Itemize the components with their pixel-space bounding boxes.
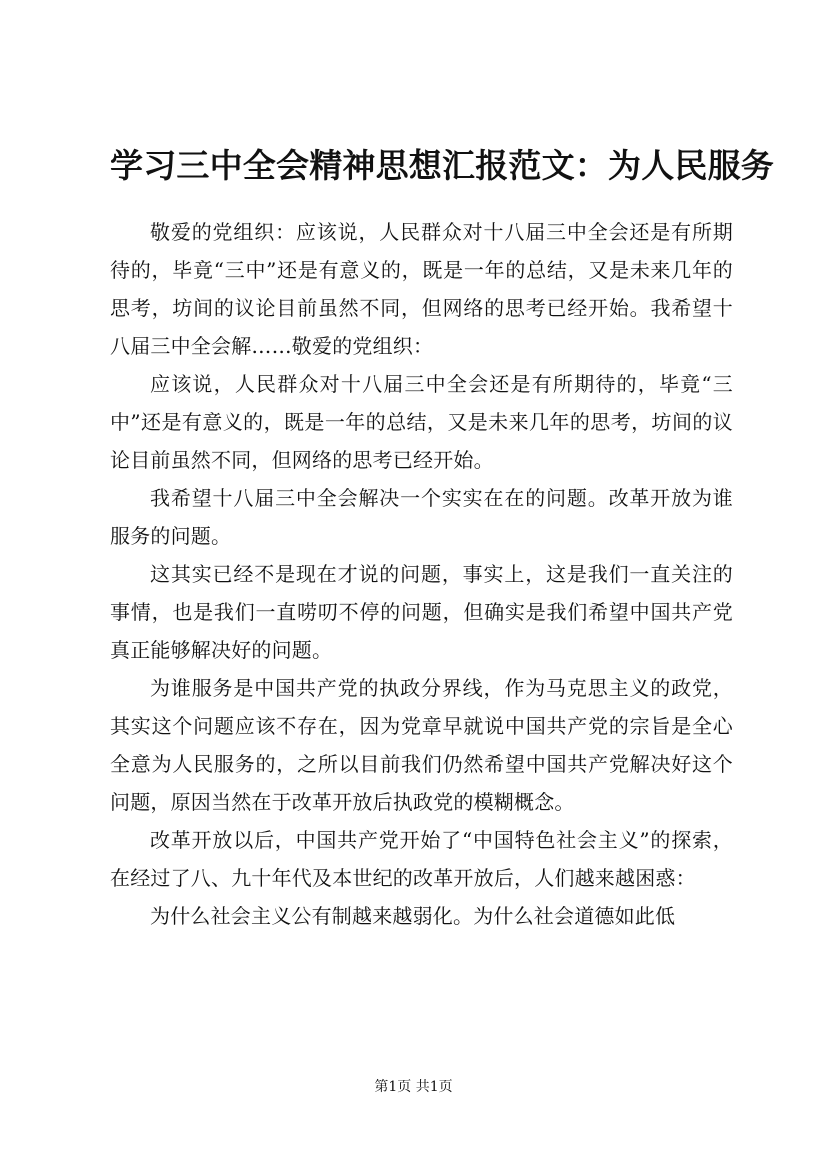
document-body xyxy=(110,213,733,935)
paragraph-2: 应该说，人民群众对十八届三中全会还是有所期待的，毕竟“三中”还是有意义的，既是一年的总结，又是未来几年的思考，坊间的议论目前虽然不同，但网络的思考已经开始。 xyxy=(110,372,733,472)
paragraph-3: 我希望十八届三中全会解决一个实实在在的问题。改革开放为谁服务的问题。 xyxy=(110,486,733,548)
paragraph-7: 为什么社会主义公有制越来越弱化。为什么社会道德如此低 xyxy=(150,904,676,928)
page-number-footer: 第1页 共1页 xyxy=(374,1079,453,1095)
paragraph-1: 敬爱的党组织：应该说，人民群众对十八届三中全会还是有所期待的，毕竟“三中”还是有意义的，既是一年的总结，又是未来几年的思考，坊间的议论目前虽然不同，但网络的思考已经开始。我希望十八届三中全会解……敬爱的党组织： xyxy=(110,220,733,358)
document-title: 学习三中全会精神思想汇报范文：为人民服务 xyxy=(110,146,774,185)
paragraph-4: 这其实已经不是现在才说的问题，事实上，这是我们一直关注的事情，也是我们一直唠叨不停的问题，但确实是我们希望中国共产党真正能够解决好的问题。 xyxy=(110,562,733,662)
paragraph-6: 改革开放以后，中国共产党开始了“中国特色社会主义”的探索，在经过了八、九十年代及本世纪的改革开放后，人们越来越困惑： xyxy=(110,828,733,890)
paragraph-5: 为谁服务是中国共产党的执政分界线，作为马克思主义的政党，其实这个问题应该不存在，因为党章早就说中国共产党的宗旨是全心全意为人民服务的，之所以目前我们仍然希望中国共产党解决好这个问题，原因当然在于改革开放后执政党的模糊概念。 xyxy=(110,676,733,814)
